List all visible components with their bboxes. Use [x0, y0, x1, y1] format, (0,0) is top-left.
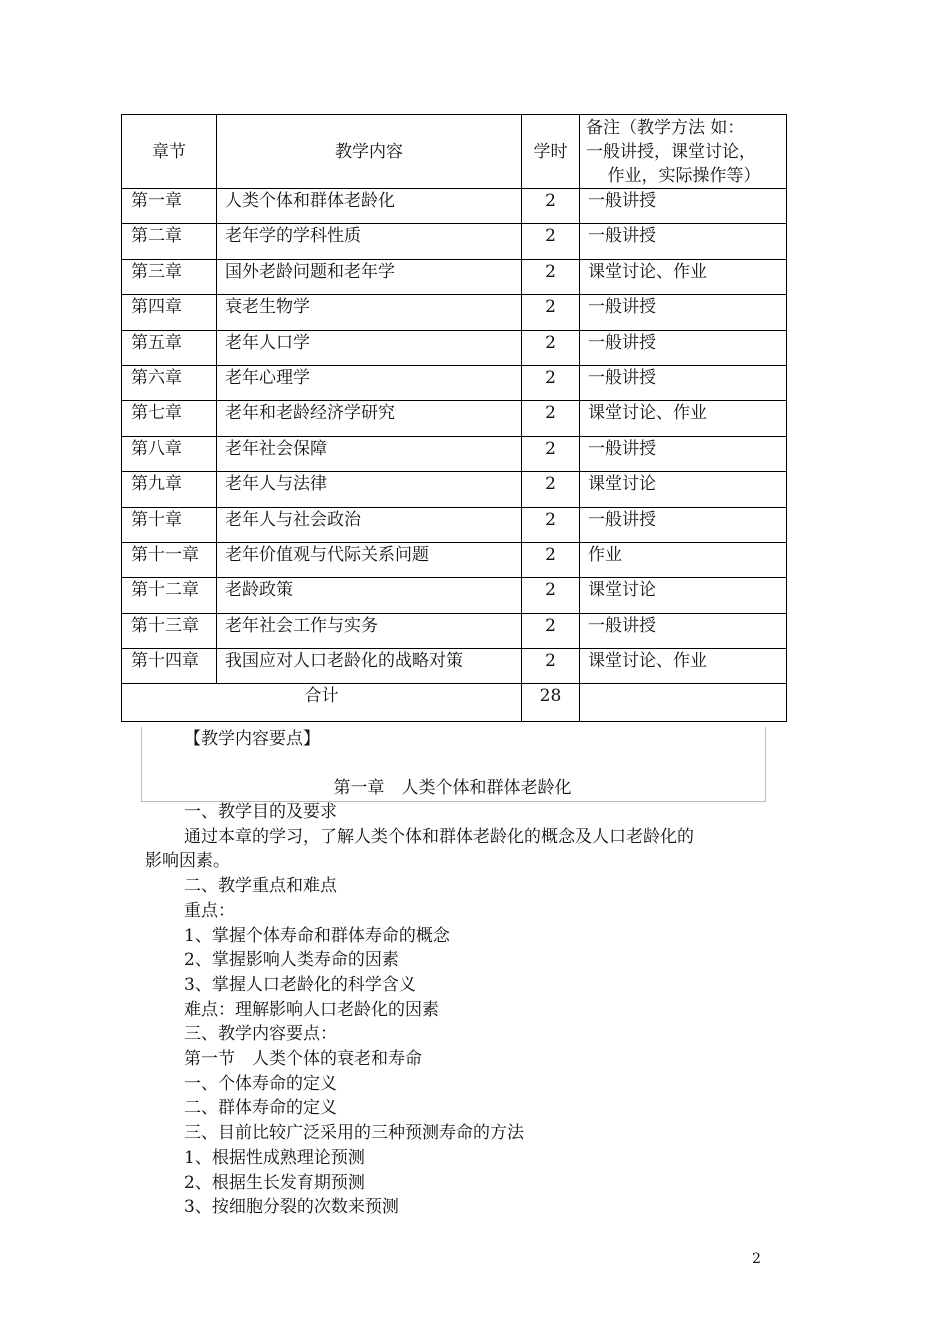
cell-hours: 2	[522, 189, 580, 224]
total-note	[580, 684, 787, 722]
table-row	[122, 401, 787, 436]
header-note-line: 备注（教学方法 如：	[586, 117, 745, 138]
cell-content: 老龄政策	[217, 578, 522, 613]
cell-content: 老年学的学科性质	[217, 224, 522, 259]
cell-chapter: 第一章	[122, 189, 217, 224]
paragraph: 通过本章的学习，了解人类个体和群体老龄化的概念及人口老龄化的	[184, 826, 694, 847]
table-row	[122, 330, 787, 365]
cell-content: 老年心理学	[217, 365, 522, 400]
table-row	[122, 507, 787, 542]
table-row	[122, 649, 787, 684]
cell-chapter: 第十一章	[122, 542, 217, 577]
header-chapter: 章节	[122, 115, 217, 189]
paragraph: 二、群体寿命的定义	[184, 1098, 337, 1119]
chapter-title: 第一章 人类个体和群体老龄化	[333, 778, 572, 798]
cell-hours: 2	[522, 224, 580, 259]
paragraph: 重点：	[184, 900, 235, 921]
cell-note: 课堂讨论、作业	[580, 649, 787, 684]
cell-hours: 2	[522, 613, 580, 648]
cell-note: 一般讲授	[580, 365, 787, 400]
chapter-body	[145, 800, 765, 1220]
header-content: 教学内容	[217, 115, 522, 189]
cell-chapter: 第二章	[122, 224, 217, 259]
cell-note: 一般讲授	[580, 507, 787, 542]
cell-content: 我国应对人口老龄化的战略对策	[217, 649, 522, 684]
cell-content: 衰老生物学	[217, 295, 522, 330]
page-number: 2	[752, 1251, 761, 1267]
cell-chapter: 第六章	[122, 365, 217, 400]
table-row	[122, 436, 787, 471]
table-row	[122, 613, 787, 648]
paragraph: 1、根据性成熟理论预测	[184, 1147, 365, 1168]
paragraph: 第一节 人类个体的衰老和寿命	[184, 1049, 422, 1070]
cell-hours: 2	[522, 472, 580, 507]
cell-chapter: 第十章	[122, 507, 217, 542]
cell-hours: 2	[522, 578, 580, 613]
cell-hours: 2	[522, 649, 580, 684]
cell-note: 作业	[580, 542, 787, 577]
cell-chapter: 第七章	[122, 401, 217, 436]
header-note-line: 作业，实际操作等）	[607, 165, 761, 186]
table-header-row	[122, 115, 787, 189]
cell-content: 老年人口学	[217, 330, 522, 365]
cell-hours: 2	[522, 507, 580, 542]
paragraph: 一、教学目的及要求	[184, 802, 337, 822]
cell-content: 老年价值观与代际关系问题	[217, 542, 522, 577]
course-schedule-table	[121, 114, 787, 722]
cell-content: 老年人与社会政治	[217, 507, 522, 542]
paragraph: 2、根据生长发育期预测	[184, 1172, 365, 1193]
cell-hours: 2	[522, 259, 580, 294]
cell-note: 课堂讨论、作业	[580, 259, 787, 294]
paragraph: 三、目前比较广泛采用的三种预测寿命的方法	[184, 1123, 524, 1144]
total-hours: 28	[522, 684, 580, 722]
paragraph: 3、按细胞分裂的次数来预测	[184, 1197, 399, 1218]
cell-content: 老年和老龄经济学研究	[217, 401, 522, 436]
cell-hours: 2	[522, 365, 580, 400]
cell-hours: 2	[522, 436, 580, 471]
cell-chapter: 第四章	[122, 295, 217, 330]
table-row	[122, 542, 787, 577]
paragraph: 3、掌握人口老龄化的科学含义	[184, 974, 416, 995]
cell-content: 国外老龄问题和老年学	[217, 259, 522, 294]
header-note-line: 一般讲授，课堂讨论，	[586, 141, 756, 162]
cell-note: 一般讲授	[580, 189, 787, 224]
cell-chapter: 第五章	[122, 330, 217, 365]
cell-hours: 2	[522, 295, 580, 330]
cell-hours: 2	[522, 330, 580, 365]
cell-chapter: 第十四章	[122, 649, 217, 684]
table-row	[122, 259, 787, 294]
cell-note: 一般讲授	[580, 224, 787, 259]
section-heading: 【教学内容要点】	[184, 729, 320, 749]
paragraph: 一、个体寿命的定义	[184, 1073, 337, 1094]
paragraph: 影响因素。	[145, 851, 230, 872]
cell-note: 课堂讨论、作业	[580, 401, 787, 436]
table-row	[122, 365, 787, 400]
header-note	[580, 115, 787, 189]
cell-note: 一般讲授	[580, 436, 787, 471]
cell-hours: 2	[522, 401, 580, 436]
cell-note: 一般讲授	[580, 330, 787, 365]
paragraph: 二、教学重点和难点	[184, 876, 337, 897]
total-label: 合计	[122, 684, 522, 722]
header-hours: 学时	[522, 115, 580, 189]
table-row	[122, 224, 787, 259]
cell-note: 一般讲授	[580, 613, 787, 648]
paragraph: 2、掌握影响人类寿命的因素	[184, 950, 399, 971]
cell-chapter: 第九章	[122, 472, 217, 507]
cell-hours: 2	[522, 542, 580, 577]
table-total-row	[122, 684, 787, 722]
cell-chapter: 第十三章	[122, 613, 217, 648]
table-row	[122, 189, 787, 224]
paragraph: 三、教学内容要点：	[184, 1024, 337, 1045]
table-row	[122, 472, 787, 507]
cell-chapter: 第三章	[122, 259, 217, 294]
paragraph: 难点：理解影响人口老龄化的因素	[184, 999, 439, 1020]
cell-content: 老年社会保障	[217, 436, 522, 471]
cell-content: 人类个体和群体老龄化	[217, 189, 522, 224]
cell-content: 老年人与法律	[217, 472, 522, 507]
cell-chapter: 第十二章	[122, 578, 217, 613]
cell-note: 一般讲授	[580, 295, 787, 330]
cell-note: 课堂讨论	[580, 578, 787, 613]
cell-chapter: 第八章	[122, 436, 217, 471]
table-row	[122, 295, 787, 330]
cell-note: 课堂讨论	[580, 472, 787, 507]
table-row	[122, 578, 787, 613]
paragraph: 1、掌握个体寿命和群体寿命的概念	[184, 925, 450, 946]
cell-content: 老年社会工作与实务	[217, 613, 522, 648]
